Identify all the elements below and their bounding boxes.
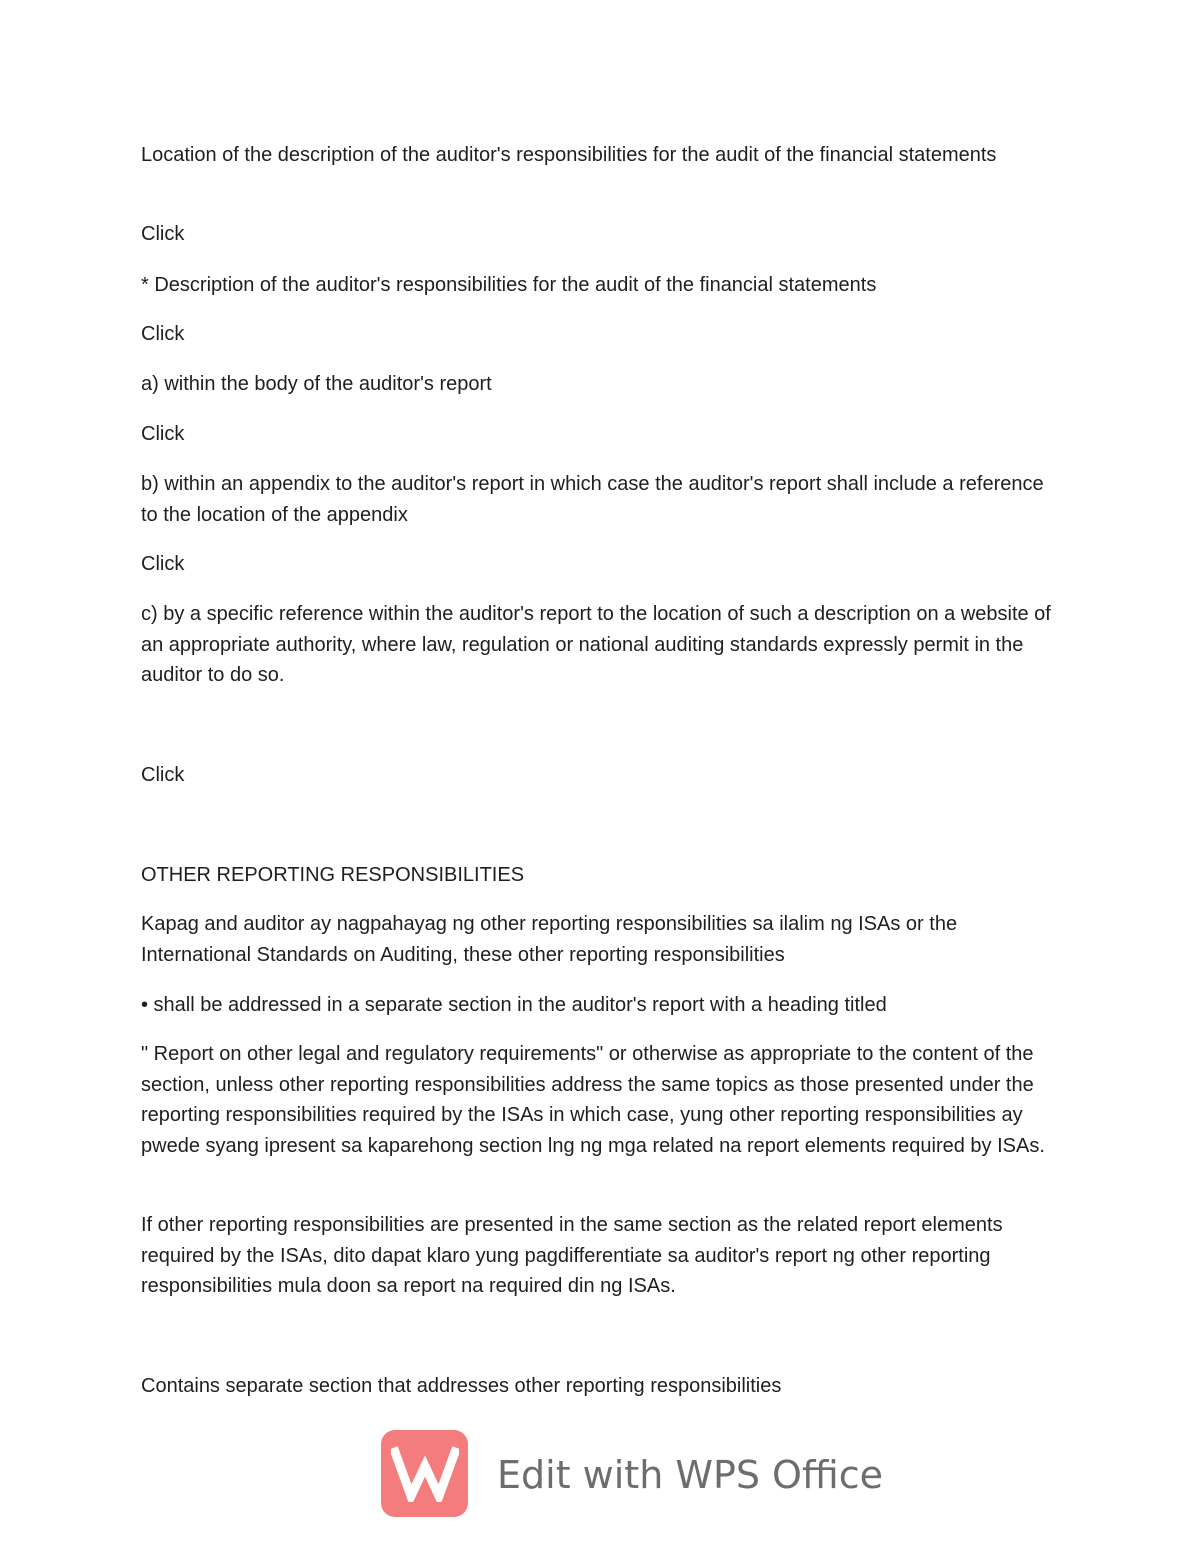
wps-logo-icon — [381, 1430, 468, 1517]
paragraph-option-b: b) within an appendix to the auditor's report in which case the auditor's report shall include a reference to the location of the appendix — [141, 473, 1044, 526]
paragraph-location-description: Location of the description of the auditor's responsibilities for the audit of the financial statements — [141, 144, 997, 166]
click-label: Click — [141, 223, 185, 245]
click-label: Click — [141, 423, 185, 445]
paragraph-same-section: If other reporting responsibilities are presented in the same section as the related report elements required by the ISAs, dito dapat klaro yung pagdifferentiate sa auditor's report ng other reporting responsibilities mula doon sa report na required din ng ISAs. — [141, 1214, 1003, 1297]
bullet-separate-section: • shall be addressed in a separate section in the auditor's report with a heading titled — [141, 994, 887, 1016]
paragraph-other-reporting-intro: Kapag and auditor ay nagpahayag ng other reporting responsibilities sa ilalim ng ISAs or the International Standards on Auditing, these other reporting responsibilities — [141, 913, 958, 966]
wps-watermark-text: Edit with WPS Office — [497, 1453, 883, 1497]
click-label: Click — [141, 553, 185, 575]
section-heading: OTHER REPORTING RESPONSIBILITIES — [141, 864, 525, 886]
click-label: Click — [141, 323, 185, 345]
paragraph-contains-separate-section: Contains separate section that addresses other reporting responsibilities — [141, 1375, 782, 1397]
paragraph-option-c: c) by a specific reference within the auditor's report to the location of such a description on a website of an appropriate authority, where law, regulation or national auditing standards expressly permit in the auditor to do so. — [141, 603, 1051, 686]
paragraph-report-heading: " Report on other legal and regulatory requirements" or otherwise as appropriate to the content of the section, unless other reporting responsibilities address the same topics as those presented under the reporting responsibilities required by the ISAs in which case, yung other reporting responsibilities ay pwede syang ipresent sa kaparehong section lng ng mga related na report elements required by ISAs. — [141, 1043, 1045, 1157]
paragraph-option-a: a) within the body of the auditor's report — [141, 373, 492, 395]
click-label: Click — [141, 764, 185, 786]
paragraph-description-responsibilities: * Description of the auditor's responsibilities for the audit of the financial statements — [141, 274, 877, 296]
